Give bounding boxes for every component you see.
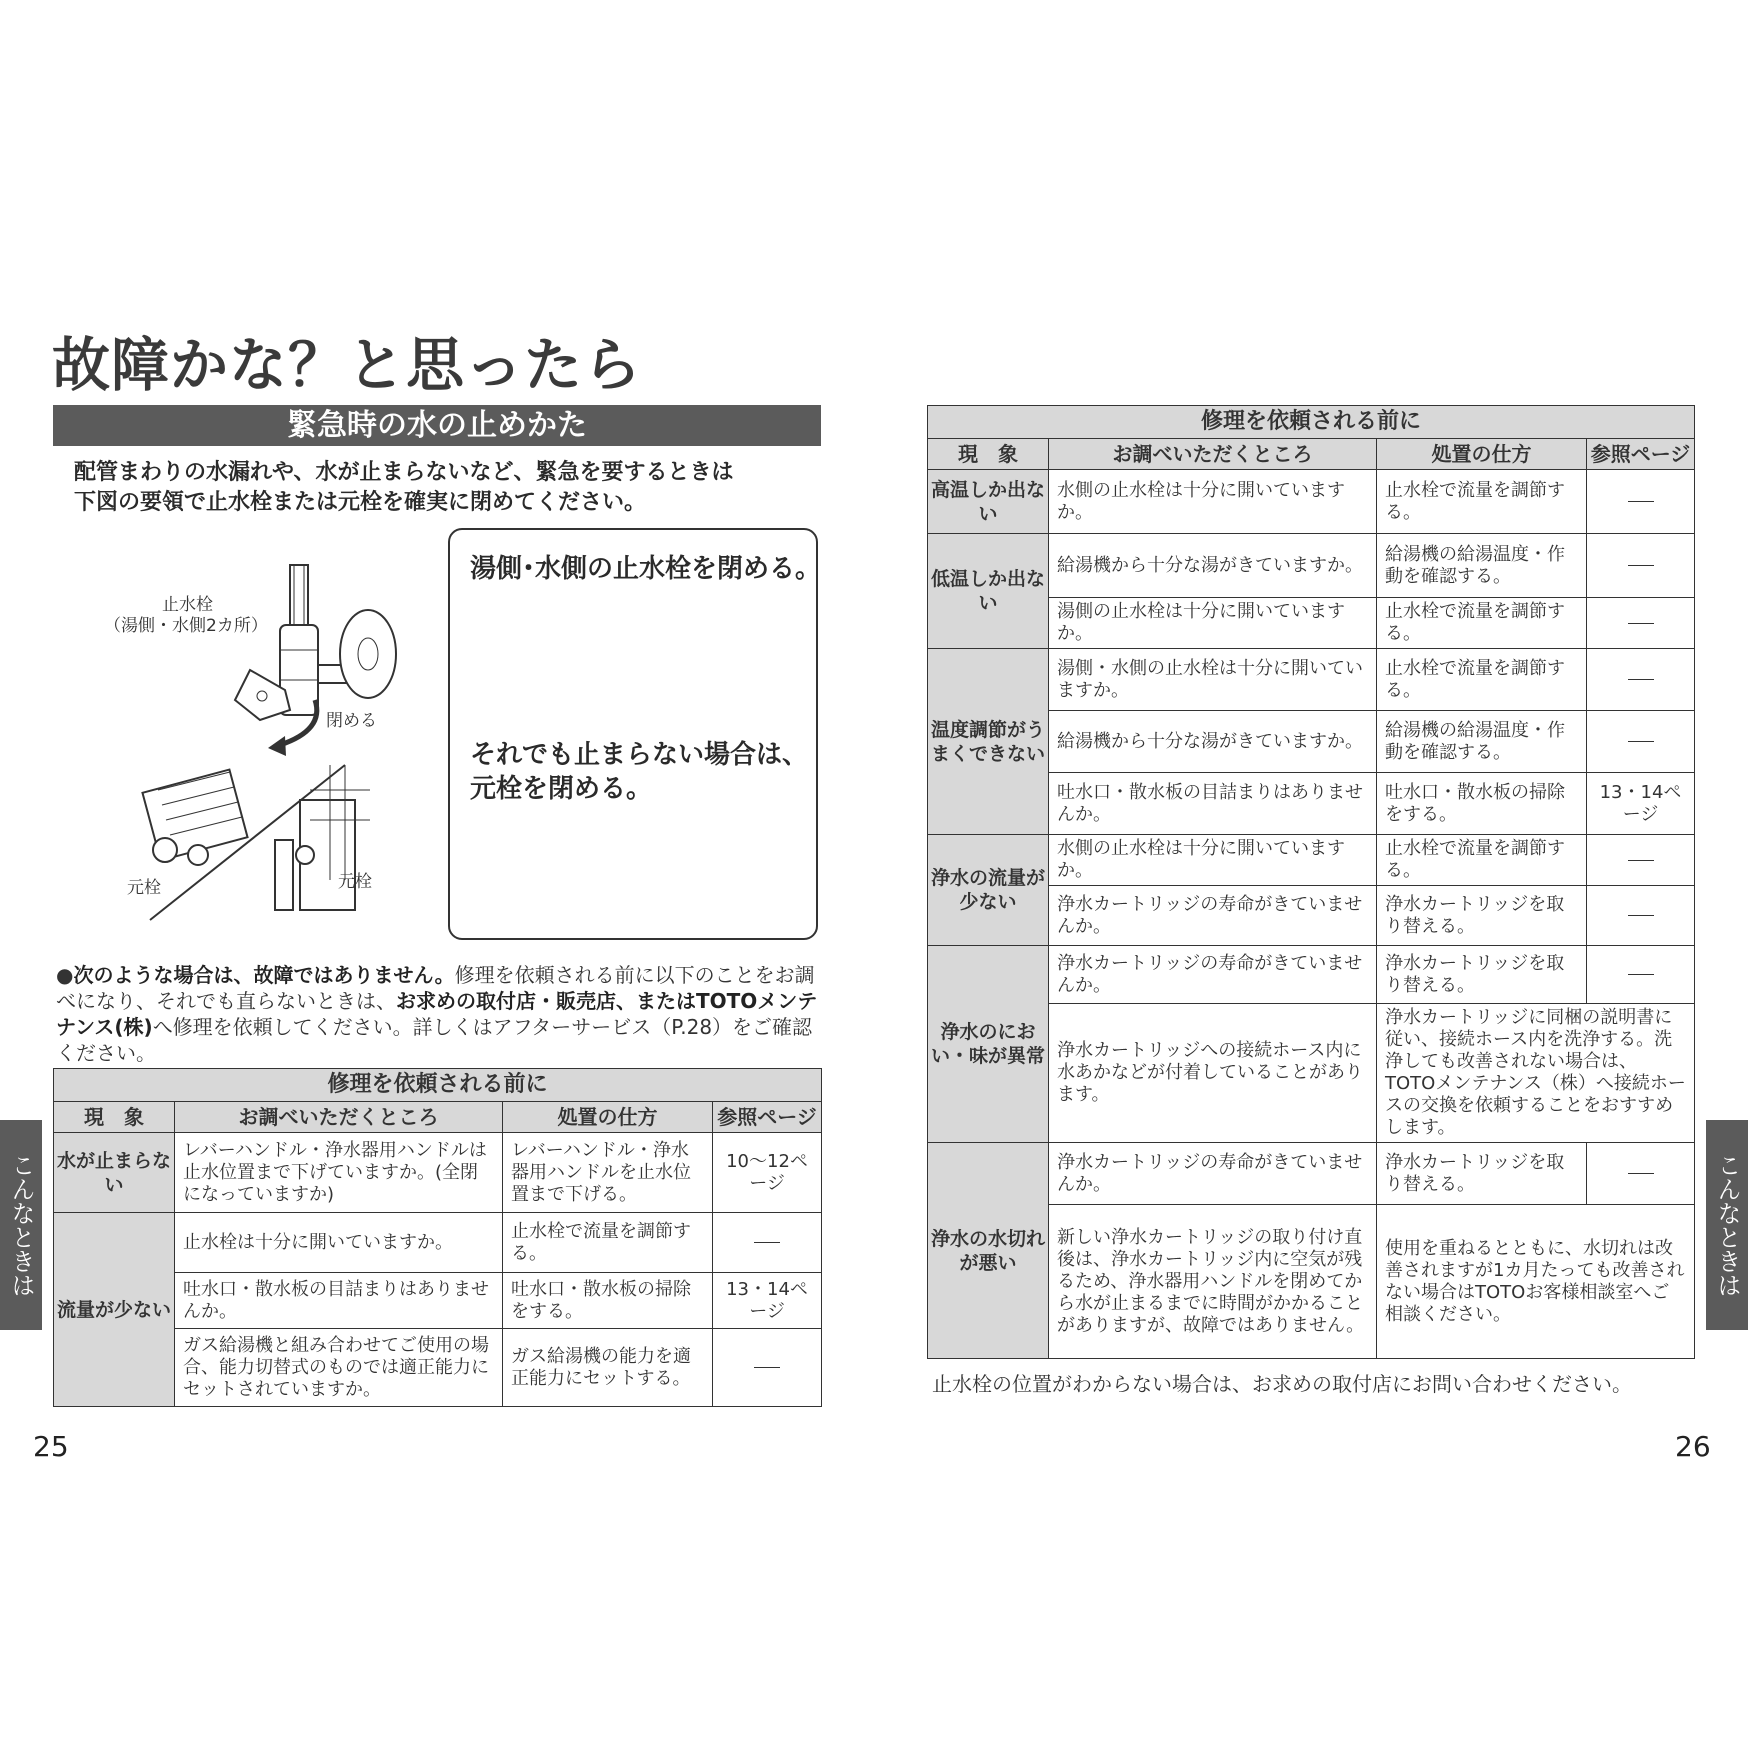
symptom-cell: 低温しか出ない	[928, 534, 1049, 649]
remedy-cell: 止水栓で流量を調節する。	[1377, 598, 1587, 649]
page-number-left: 25	[33, 1430, 69, 1463]
table-row	[928, 534, 1695, 598]
remedy-cell: レバーハンドル・浄水器用ハンドルを止水位置まで下げる。	[503, 1133, 713, 1213]
remedy-cell: 止水栓で流量を調節する。	[1377, 470, 1587, 534]
ref-cell	[1587, 711, 1695, 773]
dash-mark	[1628, 501, 1654, 502]
check-cell: 止水栓は十分に開いていますか。	[175, 1213, 503, 1273]
check-cell: 水側の止水栓は十分に開いていますか。	[1049, 470, 1377, 534]
dash-mark	[1628, 974, 1654, 975]
label-main-valve-left: 元栓	[127, 878, 161, 898]
ref-cell	[1587, 946, 1695, 1004]
check-cell: 吐水口・散水板の目詰まりはありませんか。	[175, 1273, 503, 1329]
repair-table-left	[53, 1068, 822, 1407]
remedy-cell: 止水栓で流量を調節する。	[503, 1213, 713, 1273]
check-cell: ガス給湯機と組み合わせてご使用の場合、能力切替式のものでは適正能力にセットされていますか。	[175, 1329, 503, 1407]
remedy-cell: 使用を重ねるとともに、水切れは改善されますが1カ月たっても改善されない場合はTOTOお客様相談室へご相談ください。	[1377, 1205, 1695, 1359]
check-cell: レバーハンドル・浄水器用ハンドルは止水位置まで下げていますか。(全閉になっていますか)	[175, 1133, 503, 1213]
table-row	[928, 470, 1695, 534]
remedy-cell: ガス給湯機の能力を適正能力にセットする。	[503, 1329, 713, 1407]
dash-mark	[1628, 860, 1654, 861]
remedy-cell: 止水栓で流量を調節する。	[1377, 649, 1587, 711]
check-cell: 浄水カートリッジの寿命がきていませんか。	[1049, 886, 1377, 946]
label-valve-positions: （湯側・水側2カ所）	[104, 616, 268, 636]
check-cell: 新しい浄水カートリッジの取り付け直後は、浄水カートリッジ内に空気が残るため、浄水器用ハンドルを閉めてから水が止まるまでに時間がかかることがありますが、故障ではありません。	[1049, 1205, 1377, 1359]
side-tab-right: こんなときは	[1706, 1120, 1748, 1330]
table-row	[54, 1133, 822, 1213]
symptom-cell: 浄水の流量が少ない	[928, 835, 1049, 946]
note-text-1: 修理を依頼される前に以下のことをお調べになり、それでも直らないときは、	[56, 963, 815, 1013]
ref-cell: 13・14ページ	[1587, 773, 1695, 835]
ref-cell	[1587, 1143, 1695, 1205]
dash-mark	[754, 1242, 780, 1243]
header-symptom: 現 象	[928, 439, 1049, 470]
dash-mark	[1628, 565, 1654, 566]
callout-step-1: 湯側･水側の止水栓を閉める。	[470, 554, 822, 584]
header-check: お調べいただくところ	[175, 1102, 503, 1133]
symptom-cell: 温度調節がうまくできない	[928, 649, 1049, 835]
callout-step-2-line-2: 元栓を閉める。	[470, 774, 653, 804]
check-cell: 浄水カートリッジの寿命がきていませんか。	[1049, 1143, 1377, 1205]
ref-cell	[1587, 598, 1695, 649]
intro-line-2: 下図の要領で止水栓または元栓を確実に閉めてください。	[74, 490, 647, 515]
check-cell: 湯側の止水栓は十分に開いていますか。	[1049, 598, 1377, 649]
symptom-cell: 流量が少ない	[54, 1213, 175, 1407]
remedy-cell: 吐水口・散水板の掃除をする。	[1377, 773, 1587, 835]
symptom-cell: 高温しか出ない	[928, 470, 1049, 534]
ref-cell	[713, 1329, 822, 1407]
section-bar: 緊急時の水の止めかた	[53, 405, 821, 446]
header-ref: 参照ページ	[713, 1102, 822, 1133]
symptom-cell: 浄水の水切れが悪い	[928, 1143, 1049, 1359]
intro-line-1: 配管まわりの水漏れや、水が止まらないなど、緊急を要するときは	[74, 460, 734, 485]
page-number-right: 26	[1675, 1430, 1711, 1463]
table-caption: 修理を依頼される前に	[928, 406, 1695, 439]
footer-note: 止水栓の位置がわからない場合は、お求めの取付店にお問い合わせください。	[932, 1372, 1632, 1396]
header-remedy: 処置の仕方	[1377, 439, 1587, 470]
check-cell: 給湯機から十分な湯がきていますか。	[1049, 711, 1377, 773]
header-symptom: 現 象	[54, 1102, 175, 1133]
page-title: 故障かな？と思ったら	[52, 331, 643, 399]
remedy-cell: 給湯機の給湯温度・作動を確認する。	[1377, 711, 1587, 773]
dash-mark	[1628, 623, 1654, 624]
label-close: 閉める	[326, 711, 377, 731]
check-cell: 浄水カートリッジの寿命がきていませんか。	[1049, 946, 1377, 1004]
header-remedy: 処置の仕方	[503, 1102, 713, 1133]
table-caption: 修理を依頼される前に	[54, 1069, 822, 1102]
check-cell: 給湯機から十分な湯がきていますか。	[1049, 534, 1377, 598]
side-tab-left: こんなときは	[0, 1120, 42, 1330]
ref-cell	[1587, 649, 1695, 711]
table-row	[928, 946, 1695, 1004]
ref-cell	[1587, 470, 1695, 534]
table-row	[54, 1213, 822, 1273]
remedy-cell: 浄水カートリッジを取り替える。	[1377, 1143, 1587, 1205]
dash-mark	[1628, 1173, 1654, 1174]
dash-mark	[754, 1367, 780, 1368]
header-check: お調べいただくところ	[1049, 439, 1377, 470]
check-cell: 湯側・水側の止水栓は十分に開いていますか。	[1049, 649, 1377, 711]
remedy-cell: 浄水カートリッジを取り替える。	[1377, 886, 1587, 946]
note-bold-2: お求めの取付店・販売店、またはTOTOメンテナンス(株)	[56, 989, 818, 1039]
dash-mark	[1628, 679, 1654, 680]
check-cell: 吐水口・散水板の目詰まりはありませんか。	[1049, 773, 1377, 835]
intro-text	[74, 458, 734, 518]
remedy-cell: 吐水口・散水板の掃除をする。	[503, 1273, 713, 1329]
dash-mark	[1628, 915, 1654, 916]
callout-step-2-line-1: それでも止まらない場合は、	[470, 740, 809, 770]
remedy-cell: 止水栓で流量を調節する。	[1377, 835, 1587, 886]
note-text-2: へ修理を依頼してください。詳しくはアフターサービス（P.28）をご確認ください。	[56, 1015, 813, 1065]
ref-cell: 10〜12ページ	[713, 1133, 822, 1213]
note-paragraph	[56, 962, 826, 1066]
ref-cell	[1587, 835, 1695, 886]
note-bold-1: 次のような場合は、故障ではありません。	[73, 963, 455, 987]
check-cell: 水側の止水栓は十分に開いていますか。	[1049, 835, 1377, 886]
check-cell: 浄水カートリッジへの接続ホース内に水あかなどが付着していることがあります。	[1049, 1004, 1377, 1143]
remedy-cell: 浄水カートリッジを取り替える。	[1377, 946, 1587, 1004]
remedy-cell: 給湯機の給湯温度・作動を確認する。	[1377, 534, 1587, 598]
table-row	[928, 649, 1695, 711]
instruction-callout	[448, 528, 822, 940]
callout-step-2	[470, 738, 808, 806]
ref-cell	[1587, 886, 1695, 946]
table-row	[928, 835, 1695, 886]
bullet-mark: ●	[56, 963, 74, 987]
remedy-cell: 浄水カートリッジに同梱の説明書に従い、接続ホース内を洗浄する。洗浄しても改善されない場合は、TOTOメンテナンス（株）へ接続ホースの交換を依頼することをおすすめします。	[1377, 1004, 1695, 1143]
label-main-valve-right: 元栓	[338, 872, 372, 892]
table-row	[928, 1143, 1695, 1205]
label-valve: 止水栓	[162, 595, 213, 615]
symptom-cell: 水が止まらない	[54, 1133, 175, 1213]
dash-mark	[1628, 741, 1654, 742]
header-ref: 参照ページ	[1587, 439, 1695, 470]
ref-cell	[713, 1213, 822, 1273]
ref-cell: 13・14ページ	[713, 1273, 822, 1329]
symptom-cell: 浄水のにおい・味が異常	[928, 946, 1049, 1143]
repair-table-right	[927, 405, 1695, 1359]
ref-cell	[1587, 534, 1695, 598]
